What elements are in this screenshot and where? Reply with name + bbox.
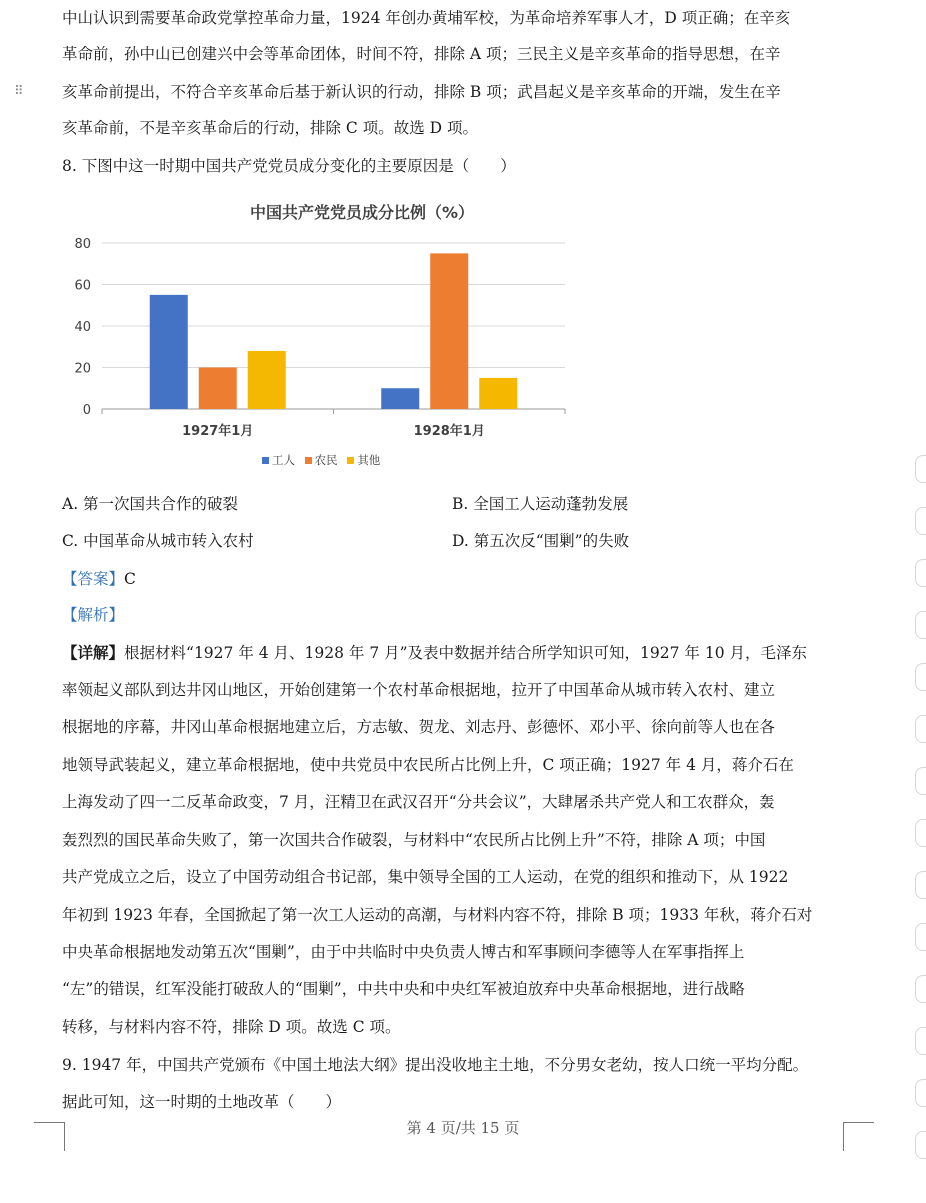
side-scroll-tab[interactable] [915, 715, 926, 743]
side-scroll-tab[interactable] [915, 819, 926, 847]
side-scroll-tab[interactable] [915, 507, 926, 535]
chart-legend [262, 452, 386, 468]
option-c[interactable]: C. 中国革命从城市转入农村 [62, 532, 254, 550]
page-corner-mark-right [843, 1122, 874, 1151]
drag-handle-icon[interactable]: ⠿ [14, 84, 23, 99]
bar-农民-1927年1月 [199, 368, 237, 410]
bar-工人-1927年1月 [150, 295, 188, 409]
detail-line: 根据地的序幕，井冈山革命根据地建立后，方志敏、贺龙、刘志丹、彭德怀、邓小平、徐向前等人也在各 [62, 718, 776, 736]
bar-工人-1928年1月 [381, 388, 419, 409]
y-tick-label: 60 [74, 278, 91, 294]
detail-label: 【详解】 [62, 643, 125, 662]
side-scroll-tab[interactable] [915, 1027, 926, 1055]
text-line: 亥革命前，不是辛亥革命后的行动，排除 C 项。故选 D 项。 [62, 119, 478, 137]
legend-swatch [262, 457, 269, 464]
bar-其他-1928年1月 [479, 378, 517, 409]
detail-line: 【详解】根据材料“1927 年 4 月、1928 年 7 月”及表中数据并结合所学知识可知，1927 年 10 月，毛泽东 [62, 643, 807, 662]
side-scroll-tab[interactable] [915, 975, 926, 1003]
question-9: 9. 1947 年，中国共产党颁布《中国土地法大纲》提出没收地主土地，不分男女老幼，按人口统一平均分配。 [62, 1056, 809, 1074]
detail-line: 转移，与材料内容不符，排除 D 项。故选 C 项。 [62, 1018, 401, 1036]
page-corner-mark-left [34, 1122, 65, 1151]
analysis-label: 【解析】 [62, 606, 125, 624]
y-tick-label: 80 [74, 237, 91, 252]
option-b[interactable]: B. 全国工人运动蓬勃发展 [452, 495, 629, 513]
legend-swatch [305, 457, 312, 464]
question-8: 8. 下图中这一时期中国共产党党员成分变化的主要原因是（ ） [62, 157, 516, 175]
bar-农民-1928年1月 [430, 253, 468, 409]
y-tick-label: 40 [74, 320, 91, 335]
detail-line: 轰烈烈的国民革命失败了，第一次国共合作破裂，与材料中“农民所占比例上升”不符，排除 A 项；中国 [62, 831, 766, 849]
side-scroll-tab[interactable] [915, 1131, 926, 1159]
detail-line: “左”的错误，红军没能打破敌人的“围剿”，中共中央和中央红军被迫放弃中央革命根据地，进行战略 [62, 980, 745, 998]
text-line: 中山认识到需要革命政党掌控革命力量，1924 年创办黄埔军校，为革命培养军事人才，D 项正确；在辛亥 [62, 9, 791, 27]
detail-line: 地领导武装起义，建立革命根据地，使中共党员中农民所占比例上升，C 项正确；1927 年 4 月，蒋介石在 [62, 756, 794, 774]
detail-line: 中央革命根据地发动第五次“围剿”，由于中共临时中央负责人博古和军事顾问李德等人在军事指挥上 [62, 943, 745, 961]
side-scroll-tab[interactable] [915, 611, 926, 639]
legend-swatch [347, 457, 354, 464]
side-scroll-tab[interactable] [915, 455, 926, 483]
option-a[interactable]: A. 第一次国共合作的破裂 [62, 495, 239, 513]
answer-label: 【答案】 [62, 570, 125, 588]
detail-line: 共产党成立之后，设立了中国劳动组合书记部，集中领导全国的工人运动，在党的组织和推动下，从 1922 [62, 868, 789, 886]
x-tick-label: 1928年1月 [413, 424, 485, 439]
side-scroll-tab[interactable] [915, 871, 926, 899]
chart-title: 中国共产党党员成分比例（%） [249, 203, 475, 222]
page-footer: 第 4 页/共 15 页 [406, 1119, 520, 1137]
x-tick-label: 1927年1月 [182, 424, 254, 439]
side-scroll-tab[interactable] [915, 767, 926, 795]
side-scroll-tab[interactable] [915, 559, 926, 587]
text-line: 亥革命前提出，不符合辛亥革命后基于新认识的行动，排除 B 项；武昌起义是辛亥革命的开端，发生在辛 [62, 83, 781, 101]
legend-item-peasants: 农民 [305, 453, 338, 467]
text-line: 革命前，孙中山已创建兴中会等革命团体，时间不符，排除 A 项；三民主义是辛亥革命的指导思想，在辛 [62, 45, 781, 63]
question-9-line-2: 据此可知，这一时期的土地改革（ ） [62, 1093, 342, 1111]
side-scroll-tab[interactable] [915, 663, 926, 691]
detail-line: 上海发动了四一二反革命政变，7 月，汪精卫在武汉召开“分共会议”，大肆屠杀共产党人和工农群众，轰 [62, 793, 775, 811]
side-scroll-tab[interactable] [915, 923, 926, 951]
side-scroll-tab[interactable] [915, 1079, 926, 1107]
bar-其他-1927年1月 [248, 351, 286, 409]
detail-line: 年初到 1923 年春，全国掀起了第一次工人运动的高潮，与材料内容不符，排除 B 项；1933 年秋，蒋介石对 [62, 906, 813, 924]
chart-canvas [62, 190, 582, 450]
detail-line: 率领起义部队到达井冈山地区，开始创建第一个农村革命根据地，拉开了中国革命从城市转入农村、建立 [62, 681, 776, 699]
y-tick-label: 20 [74, 361, 91, 377]
answer-value: C [124, 570, 136, 588]
option-d[interactable]: D. 第五次反“围剿”的失败 [452, 532, 630, 550]
bar-chart [62, 190, 582, 480]
legend-item-others: 其他 [347, 453, 380, 467]
legend-item-workers: 工人 [262, 453, 295, 467]
y-tick-label: 0 [82, 403, 91, 418]
answer-line [62, 569, 136, 589]
